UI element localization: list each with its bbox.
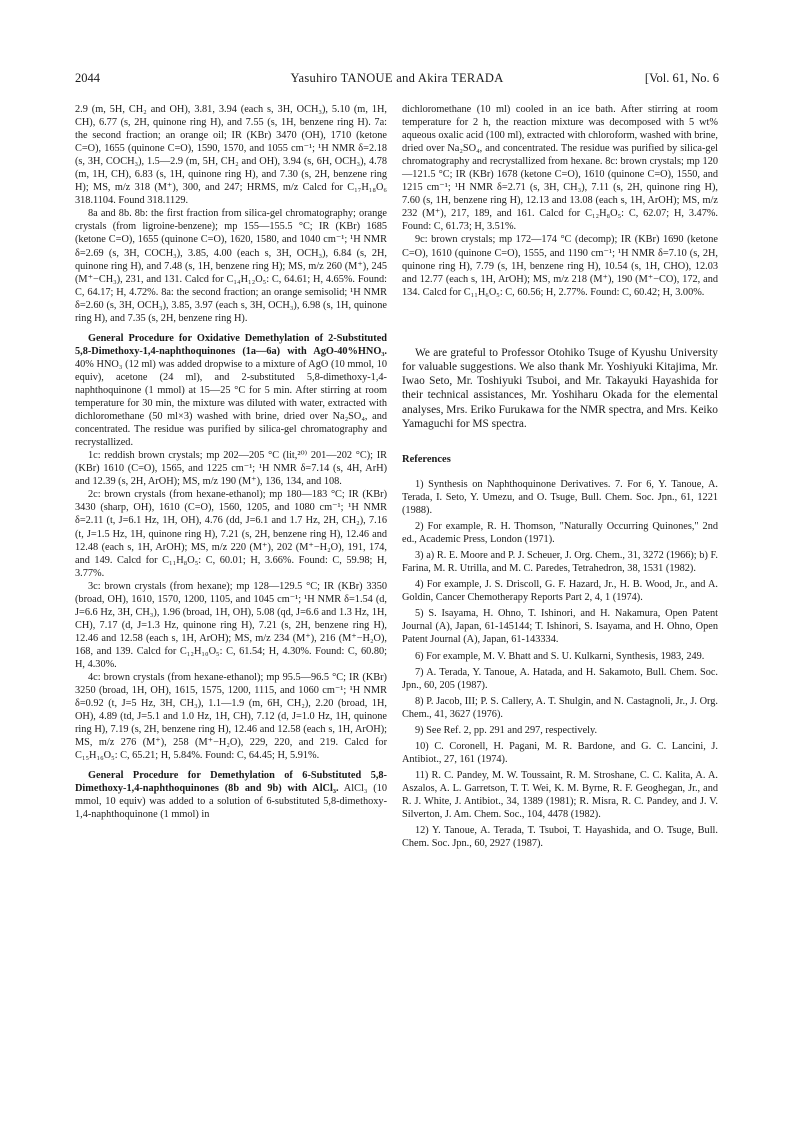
reference-item: 4) For example, J. S. Driscoll, G. F. Hazard, Jr., H. B. Wood, Jr., and A. Goldin, Cancer Chemotherapy Reports Part 2, 4, 1 (1974). — [402, 579, 718, 604]
running-header — [75, 71, 719, 89]
paragraph: 2.9 (m, 5H, CH₂ and OH), 3.81, 3.94 (each s, 3H, OCH₃), 5.10 (m, 1H, CH), 6.77 (s, 2H, quinone ring H), and 7.55 (s, 1H, benzene ring H). 7a: the second fraction; an orange oil; IR (KBr) 3470 (OH), 1710 (ketone C=O), 1655 (quinone C=O), 1590, 1570, and 1055 cm⁻¹; ¹H NMR δ=2.18 (s, 3H, COCH₃), 1.5—2.9 (m, 5H, CH₂ and OH), 3.94 (s, 6H, OCH₃), 4.78 (m, 1H, CH), 6.83 (s, 1H, quinone ring H), and 7.30 (s, 2H, benzene ring H); MS, m/z 318 (M⁺), 300, and 247; HRMS, m/z Calcd for C₁₇H₁₈O₆ 318.1104. Found 318.1129. — [75, 104, 387, 207]
paragraph: 8a and 8b. 8b: the first fraction from silica-gel chromatography; orange crystals (from ligroine-benzene); mp 155—155.5 °C; IR (KBr) 1685 (ketone C=O), 1655 (quinone C=O), 1620, 1580, and 1040 cm⁻¹; ¹H NMR δ=2.69 (s, 3H, COCH₃), 3.85, 4.00 (each s, 3H, OCH₃), 6.84 (s, 2H, quinone ring H), and 7.48 (s, 1H, benzene ring H); MS, m/z 260 (M⁺), 245 (M⁺−CH₃), 231, and 131. Calcd for C₁₄H₁₂O₅: C, 64.61; H, 4.65%. Found: C, 64.17; H, 4.72%. 8a: the second fraction; an orange semisolid; ¹H NMR δ=2.60 (s, 3H, OCH₃), 3.85, 3.97 (each s, 3H, OCH₃), 6.98 (s, 1H, quinone ring H), and 7.35 (s, 2H, benzene ring H). — [75, 208, 387, 324]
reference-item: 6) For example, M. V. Bhatt and S. U. Kulkarni, Synthesis, 1983, 249. — [415, 650, 705, 662]
procedure-paragraph — [75, 332, 387, 449]
reference-item: 11) R. C. Pandey, M. W. Toussaint, R. M. Stroshane, C. C. Kalita, A. A. Aszalos, A. L. Garretson, T. T. Wei, K. M. Byrne, R. F. Geoghegan, Jr., and R. J. White, J. Antibiot., 34, 1389 (1981); R. Misra, R. C. Pandey, and J. V. Silverton, J. Am. Chem. Soc., 104, 4478 (1982). — [402, 769, 718, 821]
procedure-heading: General Procedure for Oxidative Demethylation of 2-Substituted 5,8-Dimethoxy-1,4-naphthoquinones (1a—6a) with AgO-40%HNO₃. — [75, 332, 387, 357]
paragraph: 1c: reddish brown crystals; mp 202—205 °C (lit,²⁰⁾ 201—202 °C); IR (KBr) 1610 (C=O), 1565, and 1225 cm⁻¹; ¹H NMR δ=7.14 (s, 4H, ArH) and 12.39 (s, 2H, ArOH); MS, m/z 190 (M⁺), 136, 134, and 108. — [75, 450, 387, 488]
page-number: 2044 — [75, 71, 100, 85]
paragraph: 2c: brown crystals (from hexane-ethanol); mp 180—183 °C; IR (KBr) 3430 (sharp, OH), 1610 (C=O), 1560, 1205, and 1080 cm⁻¹; ¹H NMR δ=2.11 (t, J=6.1 Hz, 1H, OH), 4.76 (dd, J=6.1 and 1.7 Hz, 2H, CH₂), 7.16 (t, J=1.5 Hz, 1H, quinone ring H), 7.21 (s, 2H, benzene ring H), 12.46 and 12.48 (each s, 1H, ArOH); MS, m/z 220 (M⁺), 202 (M⁺−H₂O), 191, 174, and 149. Calcd for C₁₁H₈O₅: C, 60.01; H, 3.66%. Found: C, 59.98; H, 3.77%. — [75, 489, 387, 579]
procedure-heading: General Procedure for Demethylation of 6-Substituted 5,8-Dimethoxy-1,4-naphthoquinones (8b and 9b) with AlCl₃. — [75, 770, 387, 795]
reference-item: 9) See Ref. 2, pp. 291 and 297, respectively. — [415, 724, 598, 736]
paragraph: 3c: brown crystals (from hexane); mp 128—129.5 °C; IR (KBr) 3350 (broad, OH), 1610, 1570, 1200, 1105, and 1045 cm⁻¹; ¹H NMR δ=1.54 (d, J=6.6 Hz, 3H, CH₃), 1.96 (broad, 1H, OH), 5.08 (qd, J=6.6 and 1.3 Hz, 1H, CH), 7.17 (d, J=1.3 Hz, quinone ring H), 7.21 (s, 2H, benzene ring H), 12.46 and 12.58 (each s, 1H, ArOH); MS, m/z 234 (M⁺), 216 (M⁺−H₂O), 168, and 139. Calcd for C₁₂H₁₀O₅: C, 61.54; H, 4.30%. Found: C, 60.80; H, 4.30%. — [75, 580, 387, 670]
paragraph: 4c: brown crystals (from hexane-ethanol); mp 95.5—96.5 °C; IR (KBr) 3250 (broad, 1H, OH), 1615, 1575, 1200, 1115, and 1060 cm⁻¹; ¹H NMR δ=0.92 (t, J=5 Hz, 3H, CH₃), 1.1—1.9 (m, 6H, CH₂), 2.20 (broad, 1H, OH), 4.89 (td, J=5.1 and 1.0 Hz, 1H, CH), 7.12 (d, J=1.0 Hz, 1H, quinone ring H), 7.19 (s, 2H, benzene ring H), 12.46 and 12.58 (each s, 1H, ArOH); MS, m/z 276 (M⁺), 258 (M⁺−H₂O), 229, 220, and 219. Calcd for C₁₅H₁₆O₅: C, 65.21; H, 5.84%. Found: C, 64.45; H, 5.91%. — [75, 672, 387, 762]
references-heading: References — [402, 453, 451, 465]
reference-item: 1) Synthesis on Naphthoquinone Derivatives. 7. For 6, Y. Tanoue, A. Terada, I. Seto, Y. Umezu, and O. Tsuge, Bull. Chem. Soc. Jpn., 61, 1221 (1988). — [402, 478, 718, 517]
reference-item: 5) S. Isayama, H. Ohno, T. Ishinori, and H. Nakamura, Open Patent Journal (A), Japan, 61-145144; T. Ishinori, S. Isayama, and H. Ohno, Open Patent Journal (A), Japan, 61-143334. — [402, 608, 718, 646]
reference-item: 10) C. Coronell, H. Pagani, M. R. Bardone, and G. C. Lancini, J. Antibiot., 27, 161 (1974). — [402, 740, 718, 765]
reference-item: 7) A. Terada, Y. Tanoue, A. Hatada, and H. Sakamoto, Bull. Chem. Soc. Jpn., 60, 205 (1987). — [402, 666, 718, 691]
right-column — [402, 103, 718, 853]
left-column — [75, 103, 387, 822]
running-authors: Yasuhiro TANOUE and Akira TERADA — [290, 71, 504, 85]
paragraph: dichloromethane (10 ml) cooled in an ice bath. After stirring at room temperature for 2 h, the reaction mixture was decomposed with 5 wt% aqueous oxalic acid (100 ml), extracted with chloroform, washed with brine, dried over Na₂SO₄, and concentrated. The residue was purified by silica-gel chromatography and recrystallized from hexane. 8c: brown crystals; mp 120—121.5 °C; IR (KBr) 1678 (ketone C=O), 1610 (quinone C=O), 1550, and 1215 cm⁻¹; ¹H NMR δ=2.71 (s, 3H, CH₃), 7.11 (s, 2H, quinone ring H), 7.60 (s, 1H, benzene ring H), 12.13 and 13.08 (each s, 1H, ArOH); MS, m/z 232 (M⁺), 217, 189, and 161. Calcd for C₁₂H₈O₅: C, 62.07; H, 3.47%. Found: C, 61.73; H, 3.51%. — [402, 104, 718, 233]
reference-item: 2) For example, R. H. Thomson, "Naturally Occurring Quinones," 2nd ed., Academic Press, London (1971). — [402, 521, 718, 546]
journal-volume: [Vol. 61, No. 6 — [644, 71, 719, 85]
reference-item: 12) Y. Tanoue, A. Terada, T. Tsuboi, T. Hayashida, and O. Tsuge, Bull. Chem. Soc. Jpn., 60, 2927 (1987). — [402, 825, 718, 850]
procedure-body: AlCl₃ (10 mmol, 10 equiv) was added to a solution of 6-substituted 5,8-dimethoxy-1,4-naphthoquinone (1 mmol) in — [75, 783, 387, 821]
reference-item: 3) a) R. E. Moore and P. J. Scheuer, J. Org. Chem., 31, 3272 (1966); b) F. Farina, M. R. Utrilla, and M. C. Paredes, Tetrahedron, 38, 1531 (1982). — [402, 550, 718, 575]
procedure-body: 40% HNO₃ (12 ml) was added dropwise to a mixture of AgO (10 mmol, 10 equiv), acetone (24 ml), and 2-substituted 5,8-dimethoxy-1,4-naphthoquinone (1 mmol) at 15—25 °C for 5 min. After stirring at room temperature for 30 min, the mixture was diluted with water, extracted with dichloromethane (50 ml×3) washed with brine, dried over Na₂SO₄, and concentrated. The residue was purified by silica-gel chromatography and recrystallized. — [75, 358, 387, 449]
reference-item: 8) P. Jacob, III; P. S. Callery, A. T. Shulgin, and N. Castagnoli, Jr., J. Org. Chem., 41, 3627 (1976). — [402, 695, 718, 720]
acknowledgement: We are grateful to Professor Otohiko Tsuge of Kyushu University for valuable suggestions. We also thank Mr. Yoshiyuki Kitajima, Mr. Iwao Seto, Mr. Toshiyuki Tsuboi, and Mr. Takayuki Hayashida for their technical assistances, Mr. Yoshiharu Okada for the elemental analyses, Mrs. Eriko Furukawa for the NMR spectra, and Mrs. Keiko Yamaguchi for MS spectra. — [402, 346, 718, 430]
procedure-paragraph — [75, 769, 387, 821]
paragraph: 9c: brown crystals; mp 172—174 °C (decomp); IR (KBr) 1690 (ketone C=O), 1610 (quinone C=O), 1555, and 1190 cm⁻¹; ¹H NMR δ=7.10 (s, 2H, quinone ring H), 7.79 (s, 1H, benzene ring H), 10.54 (s, 1H, CHO), 12.03 and 12.77 (each s, 1H, ArOH); MS, m/z 218 (M⁺), 190 (M⁺−CO), 172, and 134. Calcd for C₁₁H₆O₅: C, 60.56; H, 2.77%. Found: C, 60.42; H, 3.00%. — [402, 234, 718, 298]
